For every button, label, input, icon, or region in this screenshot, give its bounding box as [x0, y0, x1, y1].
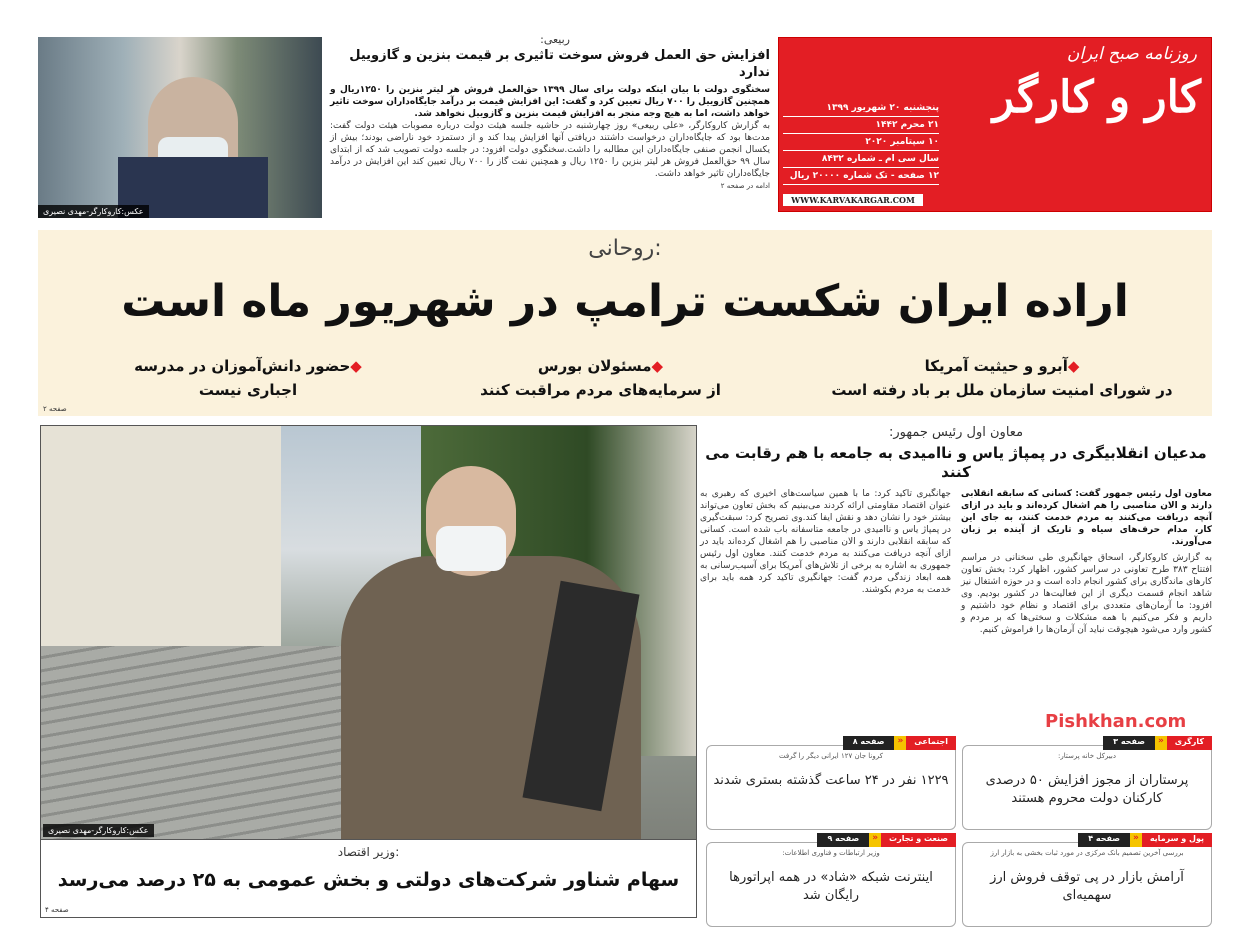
lead-banner: [38, 230, 1212, 416]
teaser-box[interactable]: [706, 833, 956, 927]
issue-date-gregorian: ۱۰ سپتامبر ۲۰۲۰: [783, 134, 939, 151]
section-label: کارگری: [1167, 736, 1212, 750]
story-kicker: ربیعی:: [540, 33, 570, 46]
top-photo: [38, 37, 322, 218]
chevron-icon: «: [1155, 736, 1167, 750]
teaser-kicker: کرونا جان ۱۲۷ ایرانی دیگر را گرفت: [779, 752, 883, 760]
story-headline[interactable]: سهام شناور شرکت‌های دولتی و بخش عمومی به ۲۵ درصد می‌رسد: [57, 869, 680, 891]
continued-link[interactable]: ادامه در صفحه ۲: [720, 182, 770, 190]
page-ref: صفحه ۸: [843, 736, 895, 750]
page-ref: صفحه ۹: [817, 833, 869, 847]
teaser-box[interactable]: [962, 833, 1212, 927]
story-body: به گزارش کاروکارگر، اسحاق جهانگیری طی سخنانی در مراسم افتتاح ۳۸۳ طرح تعاونی در سراسر کشور، اظهار کرد: بخش تعاون کارهای ماندگاری برای کشور انجام داده است و در حوزه اشتغال نیز شاهد انجام قسمت دیگری از این فعالیت‌ها در کشور بودیم. وی افزود: ما آرمان‌های متعددی برای اقتصاد و نظام خود داشتیم و داریم و فکر می‌کنیم با همه مشکلات و سختی‌ها که بر مردم و کشور وارد می‌شود هیچوقت نباید آن آرمان‌ها را فراموش کنیم.: [961, 553, 1213, 635]
issue-date: پنجشنبه ۲۰ شهریور ۱۳۹۹: [783, 100, 939, 117]
masthead: [778, 37, 1212, 212]
newspaper-logo: کار و کارگر: [992, 72, 1201, 123]
page-ref: صفحه ۴: [1078, 833, 1130, 847]
story-lead: سخنگوی دولت با بیان اینکه دولت برای سال ۱۳۹۹ حق‌العمل فروش هر لیتر بنزین را ۱۲۵۰ریال و همچنین گازوییل را ۷۰۰ ریال تعیین کرد و گفت: این افزایش قیمت بر درآمد جایگاه‌داران سوخت تاثیر خواهد داشت، اما به هیچ وجه منجر به افزایش قیمت بنزین و گازوییل نخواهد شد.: [330, 85, 770, 119]
website-link[interactable]: WWW.KARVAKARGAR.COM: [783, 194, 923, 206]
teaser-kicker: بررسی آخرین تصمیم بانک مرکزی در مورد ثبات بخشی به بازار ارز: [990, 849, 1184, 857]
top-story: [330, 33, 770, 225]
teaser-box[interactable]: [706, 736, 956, 830]
bottom-story: [40, 840, 697, 918]
teaser-kicker: دبیرکل خانه پرستار:: [1058, 752, 1116, 760]
issue-price: ۱۲ صفحه - تک شماره ۲۰۰۰۰ ریال: [783, 168, 939, 185]
issue-number: سال سی ام ـ شماره ۸۴۳۲: [783, 151, 939, 168]
section-label: صنعت و تجارت: [881, 833, 956, 847]
issue-date-hijri: ۲۱ محرم ۱۴۴۲: [783, 117, 939, 134]
main-photo: [40, 425, 697, 840]
teaser-box[interactable]: [962, 736, 1212, 830]
teaser-headline: پرستاران از مجوز افزایش ۵۰ درصدی کارکنان دولت محروم هستند: [985, 773, 1189, 806]
story-body: جهانگیری تاکید کرد: ما با همین سیاست‌های اخیری که رهبری به عنوان اقتصاد مقاومتی ارائه کردند می‌بینیم که بخش تعاون می‌تواند بیشتر خود را نشان دهد و نقش ایفا کند.وی تصریح کرد: سبقت‌گیری در پمپاژ یاس و ناامیدی در جامعه متاسفانه باب شده است. کسانی که سابقه انقلابی دارند و الان مناصبی را هم اشغال کرده‌اند باید در ازای آنچه دریافت می‌کنند به مردم خدمت کنند. معاون اول رئیس جمهوری به اشاره به برخی از تلاش‌های آمریکا برای آسیب‌رسانی به همه ابعاد زندگی مردم گفت: جهانگیری تاکید کرد همه باید برای خدمت به مردم بکوشند.: [700, 489, 951, 595]
banner-subhead[interactable]: ◆حضور دانش‌آموزان در مدرسه اجباری نیست: [134, 357, 362, 399]
issue-info: [783, 100, 939, 185]
vp-story: [700, 425, 1212, 715]
page-ref: صفحه ۲: [43, 405, 67, 413]
page-ref: صفحه ۳: [1103, 736, 1155, 750]
story-kicker: معاون اول رئیس جمهور:: [888, 425, 1024, 440]
chevron-icon: «: [869, 833, 881, 847]
watermark: Pishkhan.com: [1045, 711, 1187, 732]
teaser-headline: ۱۲۲۹ نفر در ۲۴ ساعت گذشته بستری شدند: [713, 773, 949, 788]
story-headline[interactable]: افزایش حق العمل فروش سوخت تاثیری بر قیمت بنزین و گازوییل ندارد: [349, 48, 770, 80]
photo-caption: عکس:کاروکارگر-مهدی نصیری: [43, 824, 154, 837]
story-lead: معاون اول رئیس جمهور گفت: کسانی که سابقه انقلابی دارند و الان مناصبی را هم اشغال کرده‌اند و باید در ازای آنچه دریافت می‌کنند به مردم خدمت کنند، به جای این کار، مدام حرف‌های سیاه و تاریک از آینده بر زبان می‌آورند.: [961, 489, 1212, 547]
chevron-icon: «: [894, 736, 906, 750]
banner-kicker: روحانی:: [588, 236, 662, 261]
masthead-tagline: روزنامه صبح ایران: [1066, 44, 1197, 64]
chevron-icon: «: [1130, 833, 1142, 847]
banner-subhead[interactable]: ◆مسئولان بورس از سرمایه‌های مردم مراقبت کنند: [480, 357, 721, 399]
story-kicker: وزیر اقتصاد:: [337, 845, 400, 859]
banner-subhead[interactable]: ◆آبرو و حیثیت آمریکا در شورای امنیت سازمان ملل بر باد رفته است: [831, 357, 1173, 399]
teaser-headline: اینترنت شبکه «شاد» در همه اپراتورها رایگان شد: [729, 870, 933, 903]
section-label: اجتماعی: [906, 736, 956, 750]
teaser-headline: آرامش بازار در پی توقف فروش ارز سهمیه‌ای: [990, 870, 1184, 903]
section-label: پول و سرمایه: [1142, 833, 1212, 847]
story-body: به گزارش کاروکارگر، «علی ربیعی» روز چهارشنبه در حاشیه جلسه هیئت دولت درباره مصوبات هیئت دولت گفت: مدت‌ها بود که جایگاه‌داران درخواست داشتند دریافتی آنها افزایش پیدا کند و از دستمزد خود ناراضی بودند؛ بیش از یکسال انجمن صنفی جایگاه‌داران این مطالبه را داشت.سخنگوی دولت افزود: در جلسه دولت تصویب شد که از ابتدای سال ۹۹ حق‌العمل فروش هر لیتر بنزین را ۱۲۵۰ ریال و همچنین نفت گاز را ۷۰۰ ریال تعیین کند این افزایش در درآمد جایگاه‌داران تاثیر خواهد داشت.: [330, 121, 770, 179]
banner-headline[interactable]: اراده ایران شکست ترامپ در شهریور ماه است: [121, 276, 1129, 327]
story-headline[interactable]: مدعیان انقلابیگری در پمپاژ یاس و ناامیدی به جامعه با هم رقابت می کنند: [705, 444, 1207, 481]
teaser-kicker: وزیر ارتباطات و فناوری اطلاعات:: [782, 849, 880, 857]
page-ref: صفحه ۴: [45, 906, 69, 914]
photo-caption: عکس:کاروکارگر-مهدی نصیری: [38, 205, 149, 218]
